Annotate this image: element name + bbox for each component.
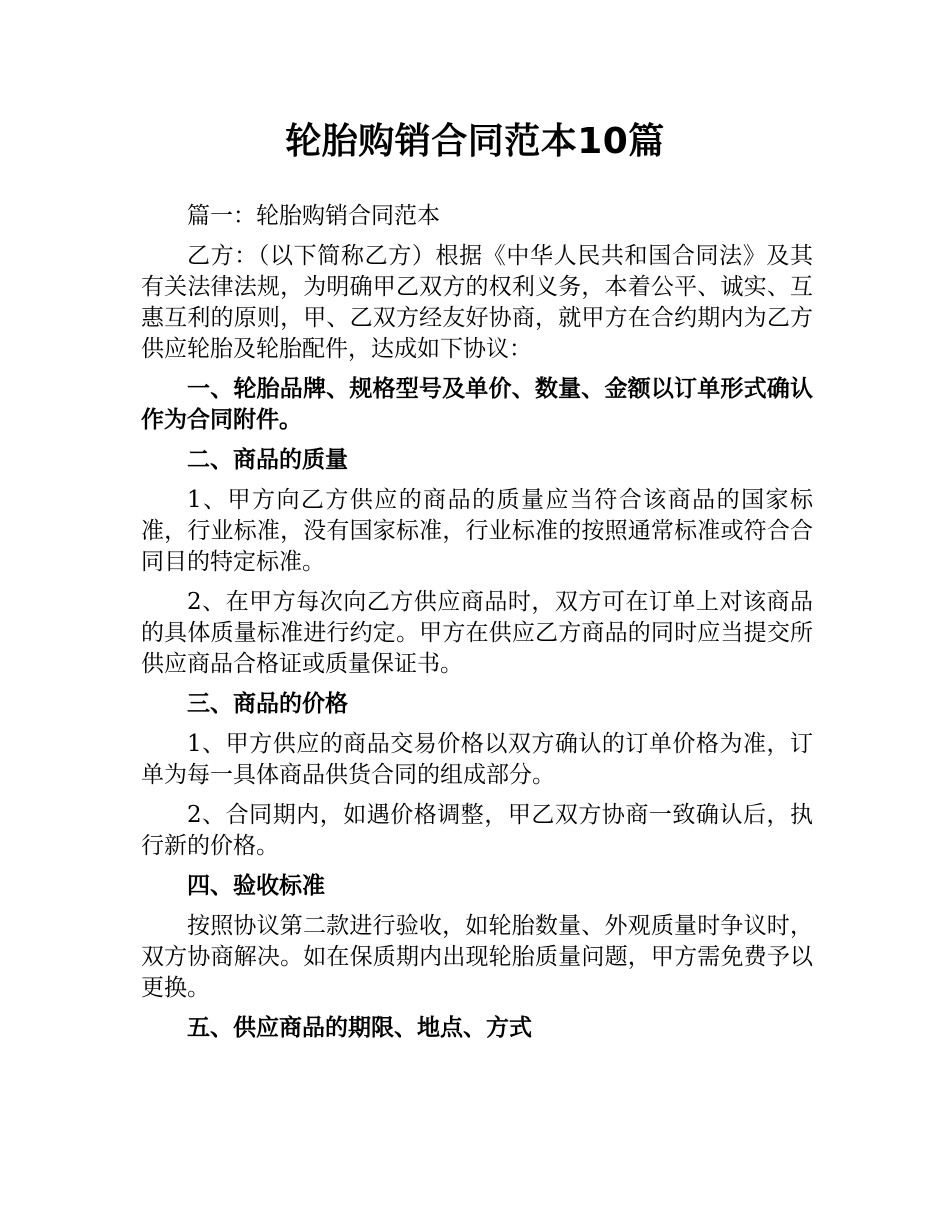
section-intro-label: 篇一：轮胎购销合同范本 bbox=[187, 203, 440, 229]
clause-2-item-2: 2、在甲方每次向乙方供应商品时，双方可在订单上对该商品的具体质量标准进行约定。甲方在供应乙方商品的同时应当提交所供应商品合格证或质量保证书。 bbox=[141, 589, 813, 677]
clause-4-paragraph: 按照协议第二款进行验收，如轮胎数量、外观质量时争议时，双方协商解决。如在保质期内出现轮胎质量问题，甲方需免费予以更换。 bbox=[141, 913, 813, 1001]
clause-3-item-2: 2、合同期内，如遇价格调整，甲乙双方协商一致确认后，执行新的价格。 bbox=[141, 802, 813, 859]
preamble-paragraph: 乙方：（以下简称乙方）根据《中华人民共和国合同法》及其有关法律法规，为明确甲乙双方的权利义务，本着公平、诚实、互惠互利的原则，甲、乙双方经友好协商，就甲方在合约期内为乙方供应轮胎及轮胎配件，达成如下协议： bbox=[141, 243, 813, 362]
clause-3-heading: 三、商品的价格 bbox=[187, 691, 348, 717]
clause-3-item-1: 1、甲方供应的商品交易价格以双方确认的订单价格为准，订单为每一具体商品供货合同的组成部分。 bbox=[141, 731, 813, 788]
clause-1-heading: 一、轮胎品牌、规格型号及单价、数量、金额以订单形式确认作为合同附件。 bbox=[141, 376, 813, 433]
clause-4-heading: 四、验收标准 bbox=[187, 873, 325, 899]
clause-2-heading: 二、商品的质量 bbox=[187, 447, 348, 473]
clause-5-heading: 五、供应商品的期限、地点、方式 bbox=[187, 1015, 532, 1041]
document-body bbox=[141, 201, 813, 1053]
document-title: 轮胎购销合同范本10篇 bbox=[285, 121, 665, 162]
clause-2-item-1: 1、甲方向乙方供应的商品的质量应当符合该商品的国家标准，行业标准，没有国家标准，行业标准的按照通常标准或符合合同目的特定标准。 bbox=[141, 487, 813, 575]
